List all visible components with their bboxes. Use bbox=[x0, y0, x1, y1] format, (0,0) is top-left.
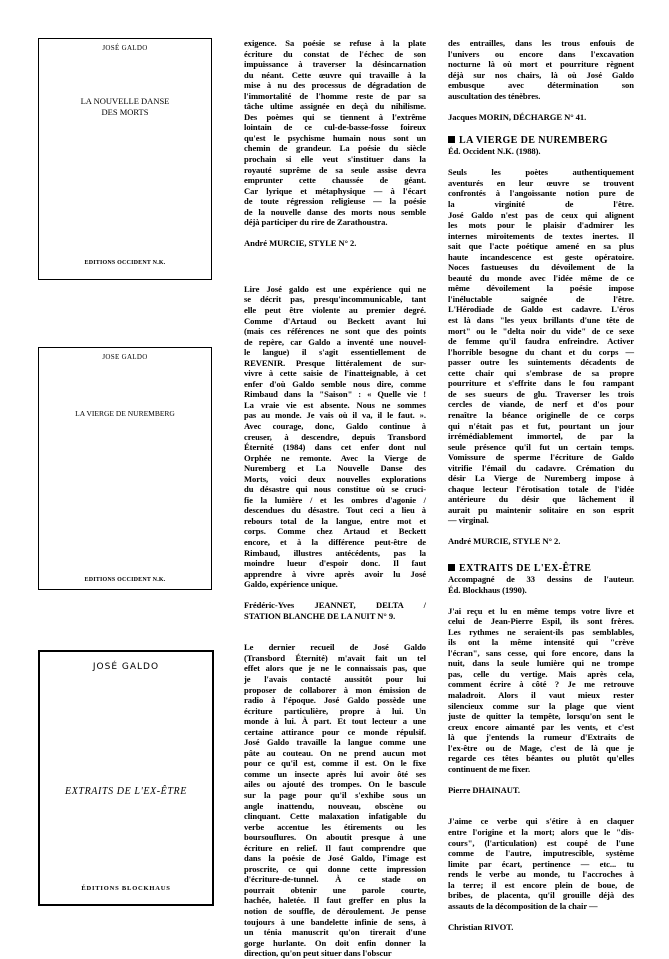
text-line: boursouflures. On aboutit presque à une bbox=[244, 832, 426, 843]
text-line: descendues du désastre. Tout ceci a lieu à bbox=[244, 505, 426, 516]
text-line: Accompagné de 33 dessins de l'auteur. bbox=[448, 574, 634, 585]
cover-title: LA VIERGE DE NUREMBERG bbox=[75, 409, 175, 418]
cover-author: JOSE GALDO bbox=[102, 353, 148, 361]
review-paragraph bbox=[448, 167, 634, 526]
section-subheading: Éd. Occident N.K. (1988). bbox=[448, 146, 541, 157]
book-cover-nouvelle-danse bbox=[38, 38, 212, 280]
review-paragraph bbox=[448, 606, 634, 775]
text-line: José Galdo n'est pas de ceux qui alignent bbox=[448, 209, 634, 220]
text-line: cercles de viande, de nerf et d'os pour bbox=[448, 399, 634, 410]
text-line: tâche ultime assignée en deçà du nihilisme. bbox=[244, 101, 426, 112]
text-line: l'univers ou encore dans l'excavation bbox=[448, 48, 634, 59]
cover-title: EXTRAITS DE L'EX-ÊTRE bbox=[65, 786, 187, 797]
text-line: Éternité (1984) dans cet enfer dont nul bbox=[244, 442, 426, 453]
text-line: qu'est le psychisme humain nous sont un bbox=[244, 132, 426, 143]
cover-publisher: ÉDITIONS BLOCKHAUS bbox=[81, 885, 171, 892]
review-signature: André MURCIE, STYLE N° 2. bbox=[448, 536, 561, 547]
text-line: mise à nu des processus de dégradation de bbox=[244, 80, 426, 91]
text-line: embusque avec détermination son bbox=[448, 80, 634, 91]
text-line: REVENIR. Presque littéralement de sur- bbox=[244, 357, 426, 368]
text-line: J'ai reçu et lu en même temps votre livre et bbox=[448, 605, 634, 616]
text-line: clinquant. Cette malaxation infatigable du bbox=[244, 811, 426, 822]
text-line: regarde ces têtes béantes ou plutôt qu'elles bbox=[448, 753, 634, 764]
text-line: je l'avais contacté aussitôt pour lui bbox=[244, 673, 426, 684]
text-line: rends le verbe au monde, tu l'accroches à bbox=[448, 869, 634, 880]
text-line: de toute régression religieuse — la poésie bbox=[244, 196, 426, 207]
text-line: vitrifie l'émail du cadavre. Crémation du bbox=[448, 462, 634, 473]
text-line: l'ex-être ou de Mage, c'est de là que je bbox=[448, 742, 634, 753]
text-line: des entrailles, dans les trous enfouis de bbox=[448, 38, 634, 48]
text-line: là que j'entends la rumeur d'Extraits de bbox=[448, 732, 634, 743]
text-line: Rimbaud, illustres antécédents, pas la bbox=[244, 547, 426, 558]
text-line: pas, celle du vertige. Mais après cela, bbox=[448, 668, 634, 679]
text-line: bribes, de placenta, qu'il grouille déjà des bbox=[448, 890, 634, 901]
text-line: écriture particulière, propre à lui. Un bbox=[244, 705, 426, 716]
text-line: Orphée ne remonte. Avec la Vierge de bbox=[244, 452, 426, 463]
text-line: pourriture et s'effrite dans le fou rampant bbox=[448, 378, 634, 389]
cover-author: JOSÉ GALDO bbox=[102, 44, 148, 52]
text-line: de ses sueurs de glu. Traverser les trois bbox=[448, 388, 634, 399]
text-line: même dévoilement la poésie impose bbox=[448, 283, 634, 294]
text-line: proscrite, ce qui donne cette impression bbox=[244, 863, 426, 874]
text-line: certaine attirance pour ce monde répulsif. bbox=[244, 726, 426, 737]
text-line: encore, et à la différence peut-être de bbox=[244, 537, 426, 548]
text-line: du désastre qui nous constitue où se cruci- bbox=[244, 484, 426, 495]
text-line: Car lyrique et métaphysique — à l'écart bbox=[244, 185, 426, 196]
text-line: (Transbord Éternité) m'avait fait un tel bbox=[244, 652, 426, 663]
text-line: Avec courage, donc, Galdo continue à bbox=[244, 421, 426, 431]
review-signature: Pierre DHAINAUT. bbox=[448, 784, 520, 795]
review-paragraph bbox=[244, 284, 426, 590]
text-line: nocturne là où mort et pourriture règnent bbox=[448, 59, 634, 70]
text-line: un ténia manuscrit qu'on tirerait d'une bbox=[244, 927, 426, 938]
text-line: apprendre à vivre après avoir lu José bbox=[244, 568, 426, 579]
text-line: hachée, haletée. Il faut greffer en plus la bbox=[244, 895, 426, 906]
text-line: renaître la béance originelle de ce corps bbox=[448, 409, 634, 420]
text-line: angle inattendu, nouveau, obscène ou bbox=[244, 800, 426, 811]
text-line: limite par écart, pertinence — etc... tu bbox=[448, 858, 634, 869]
cover-title: LA NOUVELLE DANSE DES MORTS bbox=[80, 96, 170, 117]
text-line: internes miroitements de textes inertes. Il bbox=[448, 230, 634, 241]
text-line: radio à l'époque. José Galdo possède une bbox=[244, 695, 426, 706]
text-line: l'inéluctable saignée de l'être. bbox=[448, 293, 634, 304]
text-line: aurait pu maintenir solitaire en son esprit bbox=[448, 504, 634, 515]
text-line: de femme qu'il faudra enfreindre. Activer bbox=[448, 336, 634, 347]
text-line: de la nouvelle danse des morts nous semble bbox=[244, 206, 426, 217]
review-paragraph bbox=[448, 38, 634, 101]
column-middle bbox=[244, 38, 426, 959]
cover-publisher: EDITIONS OCCIDENT N.K. bbox=[84, 260, 166, 266]
text-line: creux encore aimanté par les vents, et c'est bbox=[448, 721, 634, 732]
text-line: entre l'origine et la mort; alors que le "dis- bbox=[448, 826, 634, 837]
text-line: celui de Jean-Pierre Espil, ils sont frères. bbox=[448, 616, 634, 627]
text-line: Le dernier recueil de José Galdo bbox=[244, 642, 426, 653]
text-line: sur la page pour qu'il s'exhibe sous un bbox=[244, 790, 426, 800]
text-line: toujours à une bandelette infinie de sens, à bbox=[244, 916, 426, 927]
text-line: confrontés à l'angoissante notion pure de bbox=[448, 188, 634, 199]
text-line: dans la poésie de José Galdo, l'image est bbox=[244, 853, 426, 864]
text-line: J'aime ce verbe qui s'étire à en claquer bbox=[448, 816, 634, 827]
review-signature: Christian RIVOT. bbox=[448, 921, 514, 932]
text-line: monde à lui. À part. Et tout lecteur a une bbox=[244, 716, 426, 727]
text-line: direction, qu'on peut situer dans l'obscur bbox=[244, 948, 392, 959]
text-line: — virginal. bbox=[448, 515, 489, 526]
text-line: irrémédiablement immortel, de par la bbox=[448, 431, 634, 442]
text-line: notion de souffle, de déroulement. Je pense bbox=[244, 906, 426, 917]
text-line: Des poèmes qui se tiennent à l'extrême bbox=[244, 111, 426, 122]
text-line: Lire José galdo est une expérience qui ne bbox=[244, 283, 426, 294]
text-line: mort" ou le "delta noir du vide" de ce sexe bbox=[448, 325, 634, 336]
text-line: auscultation des ténèbres. bbox=[448, 90, 541, 101]
text-line: exigence. Sa poésie se refuse à la plate bbox=[244, 38, 426, 48]
text-line: prochain si elle veut s'instituer dans la bbox=[244, 154, 426, 165]
text-line: royauté suprême de sa seule assise devra bbox=[244, 164, 426, 175]
text-line: vivre à cette saisie de l'inatteignable, à cet bbox=[244, 368, 426, 379]
text-line: La vraie vie est absente. Nous ne sommes bbox=[244, 399, 426, 410]
review-signature bbox=[244, 600, 426, 621]
text-line: pâte au couteau. On ne prend aucun mot bbox=[244, 747, 426, 758]
review-signature: André MURCIE, STYLE N° 2. bbox=[244, 238, 357, 249]
text-line: aventurés en leur œuvre se trouvent bbox=[448, 177, 634, 188]
text-line: Les rythmes ne seraient-ils pas semblables, bbox=[448, 626, 634, 637]
square-bullet-icon bbox=[448, 136, 455, 143]
cover-publisher: EDITIONS OCCIDENT N.K. bbox=[84, 577, 166, 583]
text-line: juste de quitter la tempête, lorsqu'on sent le bbox=[448, 711, 634, 722]
text-line: beauté du monde avec l'idée même de ce bbox=[448, 272, 634, 283]
text-line: seule présence qu'il fut un certain temps. bbox=[448, 441, 634, 452]
text-line: Rimbaud dans la "Saison" : « Quelle vie ! bbox=[244, 389, 426, 400]
text-line: Morts, voici deux nouvelles explorations bbox=[244, 473, 426, 484]
text-line: gorge hurlante. On doit enfin donner la bbox=[244, 937, 426, 948]
text-line: assauts de la décomposition de la chair — bbox=[448, 900, 598, 911]
text-line: écriture du constat de l'échec de son bbox=[244, 48, 426, 59]
text-line: Galdo, expérience unique. bbox=[244, 579, 338, 590]
text-line: fie la lumière / et les ombres d'agonie / bbox=[244, 494, 426, 505]
text-line: de repère, car Galdo a inventé une nouvel- bbox=[244, 336, 426, 347]
text-line: rebours total de la langue, entre mot et bbox=[244, 515, 426, 526]
book-cover-vierge-nuremberg bbox=[38, 347, 212, 590]
text-line: chaque lecteur l'érotisation totale de l'idée bbox=[448, 483, 634, 494]
text-line: la virginité de l'être. bbox=[448, 199, 634, 210]
text-line: la terre; il est encore plein de boue, de bbox=[448, 879, 634, 890]
text-line: comment écrire à côté ? Je me retrouve bbox=[448, 679, 634, 690]
text-line: désir La Vierge de Nuremberg impose à bbox=[448, 473, 634, 484]
text-line: (mais ces références ne sont que des points bbox=[244, 326, 426, 337]
review-signature: Jacques MORIN, DÉCHARGE N° 41. bbox=[448, 111, 587, 122]
text-line: emprunter cette chaussée de géant. bbox=[244, 175, 426, 186]
text-line: creuser, à descendre, depuis Transbord bbox=[244, 431, 426, 442]
column-right bbox=[448, 38, 634, 932]
text-line: écriture en relief. Il faut comprendre que bbox=[244, 842, 426, 853]
review-paragraph bbox=[448, 816, 634, 911]
text-line: Nuremberg et La Nouvelle Danse des bbox=[244, 463, 426, 474]
text-line: effet alors que je ne le connaissais pas, que bbox=[244, 663, 426, 674]
text-line: le langue) il s'agit essentiellement de bbox=[244, 347, 426, 358]
text-line: pour ce qu'il est, comme il est. On le fixe bbox=[244, 758, 426, 769]
text-line: pourrait obtenir une parole courte, bbox=[244, 884, 426, 895]
text-line: STATION BLANCHE DE LA NUIT N° 9. bbox=[244, 610, 396, 621]
text-line: proposer de collaborer à mon émission de bbox=[244, 684, 426, 695]
text-line: qui n'était pas et fut, pourtant un jour bbox=[448, 420, 634, 431]
text-line: l'horrible besogne du chant et du corps — bbox=[448, 346, 634, 357]
text-line: sait que l'acte poétique amené en sa plus bbox=[448, 241, 634, 252]
text-line: moindre lueur d'espoir donc. Il faut bbox=[244, 558, 426, 569]
book-cover-extraits bbox=[38, 650, 214, 906]
text-line: L'Hérodiade de Galdo est cadavre. L'éros bbox=[448, 304, 634, 315]
text-line: Éd. Blockhaus (1990). bbox=[448, 584, 527, 595]
text-line: se décrit pas, presqu'incommunicable, tant bbox=[244, 294, 426, 305]
text-line: déjà participer du rire de Zarathoustra. bbox=[244, 217, 388, 228]
text-line: pas au monde. Je vais où il va, il le faut. ». bbox=[244, 410, 426, 421]
text-line: continuent de me fixer. bbox=[448, 763, 531, 774]
text-line: d'écriture-de-tunnel. À ce stade on bbox=[244, 874, 426, 885]
section-heading-extraits: EXTRAITS DE L'EX-ÊTRE bbox=[448, 563, 634, 574]
text-line: antérieure du désir que lâchement il bbox=[448, 494, 634, 505]
text-line: Vomissure de sperme l'écriture de Galdo bbox=[448, 452, 634, 463]
text-line: Noces fastueuses du dévoilement de la bbox=[448, 262, 634, 273]
text-line: lointain de ce cul-de-basse-fosse foireux bbox=[244, 122, 426, 133]
text-line: l'immortalité de l'homme reste de par sa bbox=[244, 90, 426, 101]
review-paragraph bbox=[244, 642, 426, 958]
text-line: du néant. Cette œuvre qui travaille à la bbox=[244, 69, 426, 80]
text-line: ailes ou ajouté des trompes. On le bascule bbox=[244, 779, 426, 790]
text-line: les mots pour le plaisir d'admirer les bbox=[448, 220, 634, 231]
text-line: verbe accentue les étirements ou les bbox=[244, 821, 426, 832]
section-subheading bbox=[448, 574, 634, 595]
text-line: Comme d'Artaud ou Beckett avant lui bbox=[244, 315, 426, 326]
text-line: elle peut être violente au premier degré. bbox=[244, 304, 426, 315]
text-line: comme un insecte après lui avoir ôté ses bbox=[244, 768, 426, 779]
text-line: Seuls les poètes authentiquement bbox=[448, 167, 634, 178]
text-line: corps. Comme chez Artaud et Beckett bbox=[244, 526, 426, 537]
text-line: l'écran", sans cesse, qui fore encore, dans la bbox=[448, 647, 634, 658]
text-line: enfer d'où Galdo semble nous dire, comme bbox=[244, 378, 426, 389]
review-paragraph bbox=[244, 38, 426, 228]
square-bullet-icon bbox=[448, 564, 455, 571]
text-line: cours", (l'articulation) est coupé de l'une bbox=[448, 837, 634, 848]
text-line: impuissance à traverser la désincarnation bbox=[244, 59, 426, 70]
text-line: comme de l'autre, imputrescible, système bbox=[448, 848, 634, 859]
text-line: chemin de grandeur. La poésie du siècle bbox=[244, 143, 426, 154]
text-line: passer outre les suintements décadents de bbox=[448, 357, 634, 368]
text-line: Frédéric-Yves JEANNET, DELTA / bbox=[244, 600, 426, 611]
text-line: nuit, dans la seule lumière qui ne trompe bbox=[448, 658, 634, 669]
text-line: silencieux comme sur la plage que vient bbox=[448, 700, 634, 711]
text-line: cette chair qui s'embrase de sa propre bbox=[448, 367, 634, 378]
section-heading-vierge: LA VIERGE DE NUREMBERG bbox=[448, 135, 634, 146]
text-line: est là dans "les yeux brillants d'une tête de bbox=[448, 315, 634, 326]
text-line: haute incandescence est geste opératoire. bbox=[448, 251, 634, 262]
text-line: déjà sur nos chairs, là où José Galdo bbox=[448, 69, 634, 80]
text-line: ils ont la même intensité qui "crève bbox=[448, 637, 634, 648]
text-line: José Galdo travaille la langue comme une bbox=[244, 737, 426, 748]
cover-author: JOSÉ GALDO bbox=[92, 662, 160, 672]
text-line: maladroit. Alors il vaut mieux rester bbox=[448, 689, 634, 700]
